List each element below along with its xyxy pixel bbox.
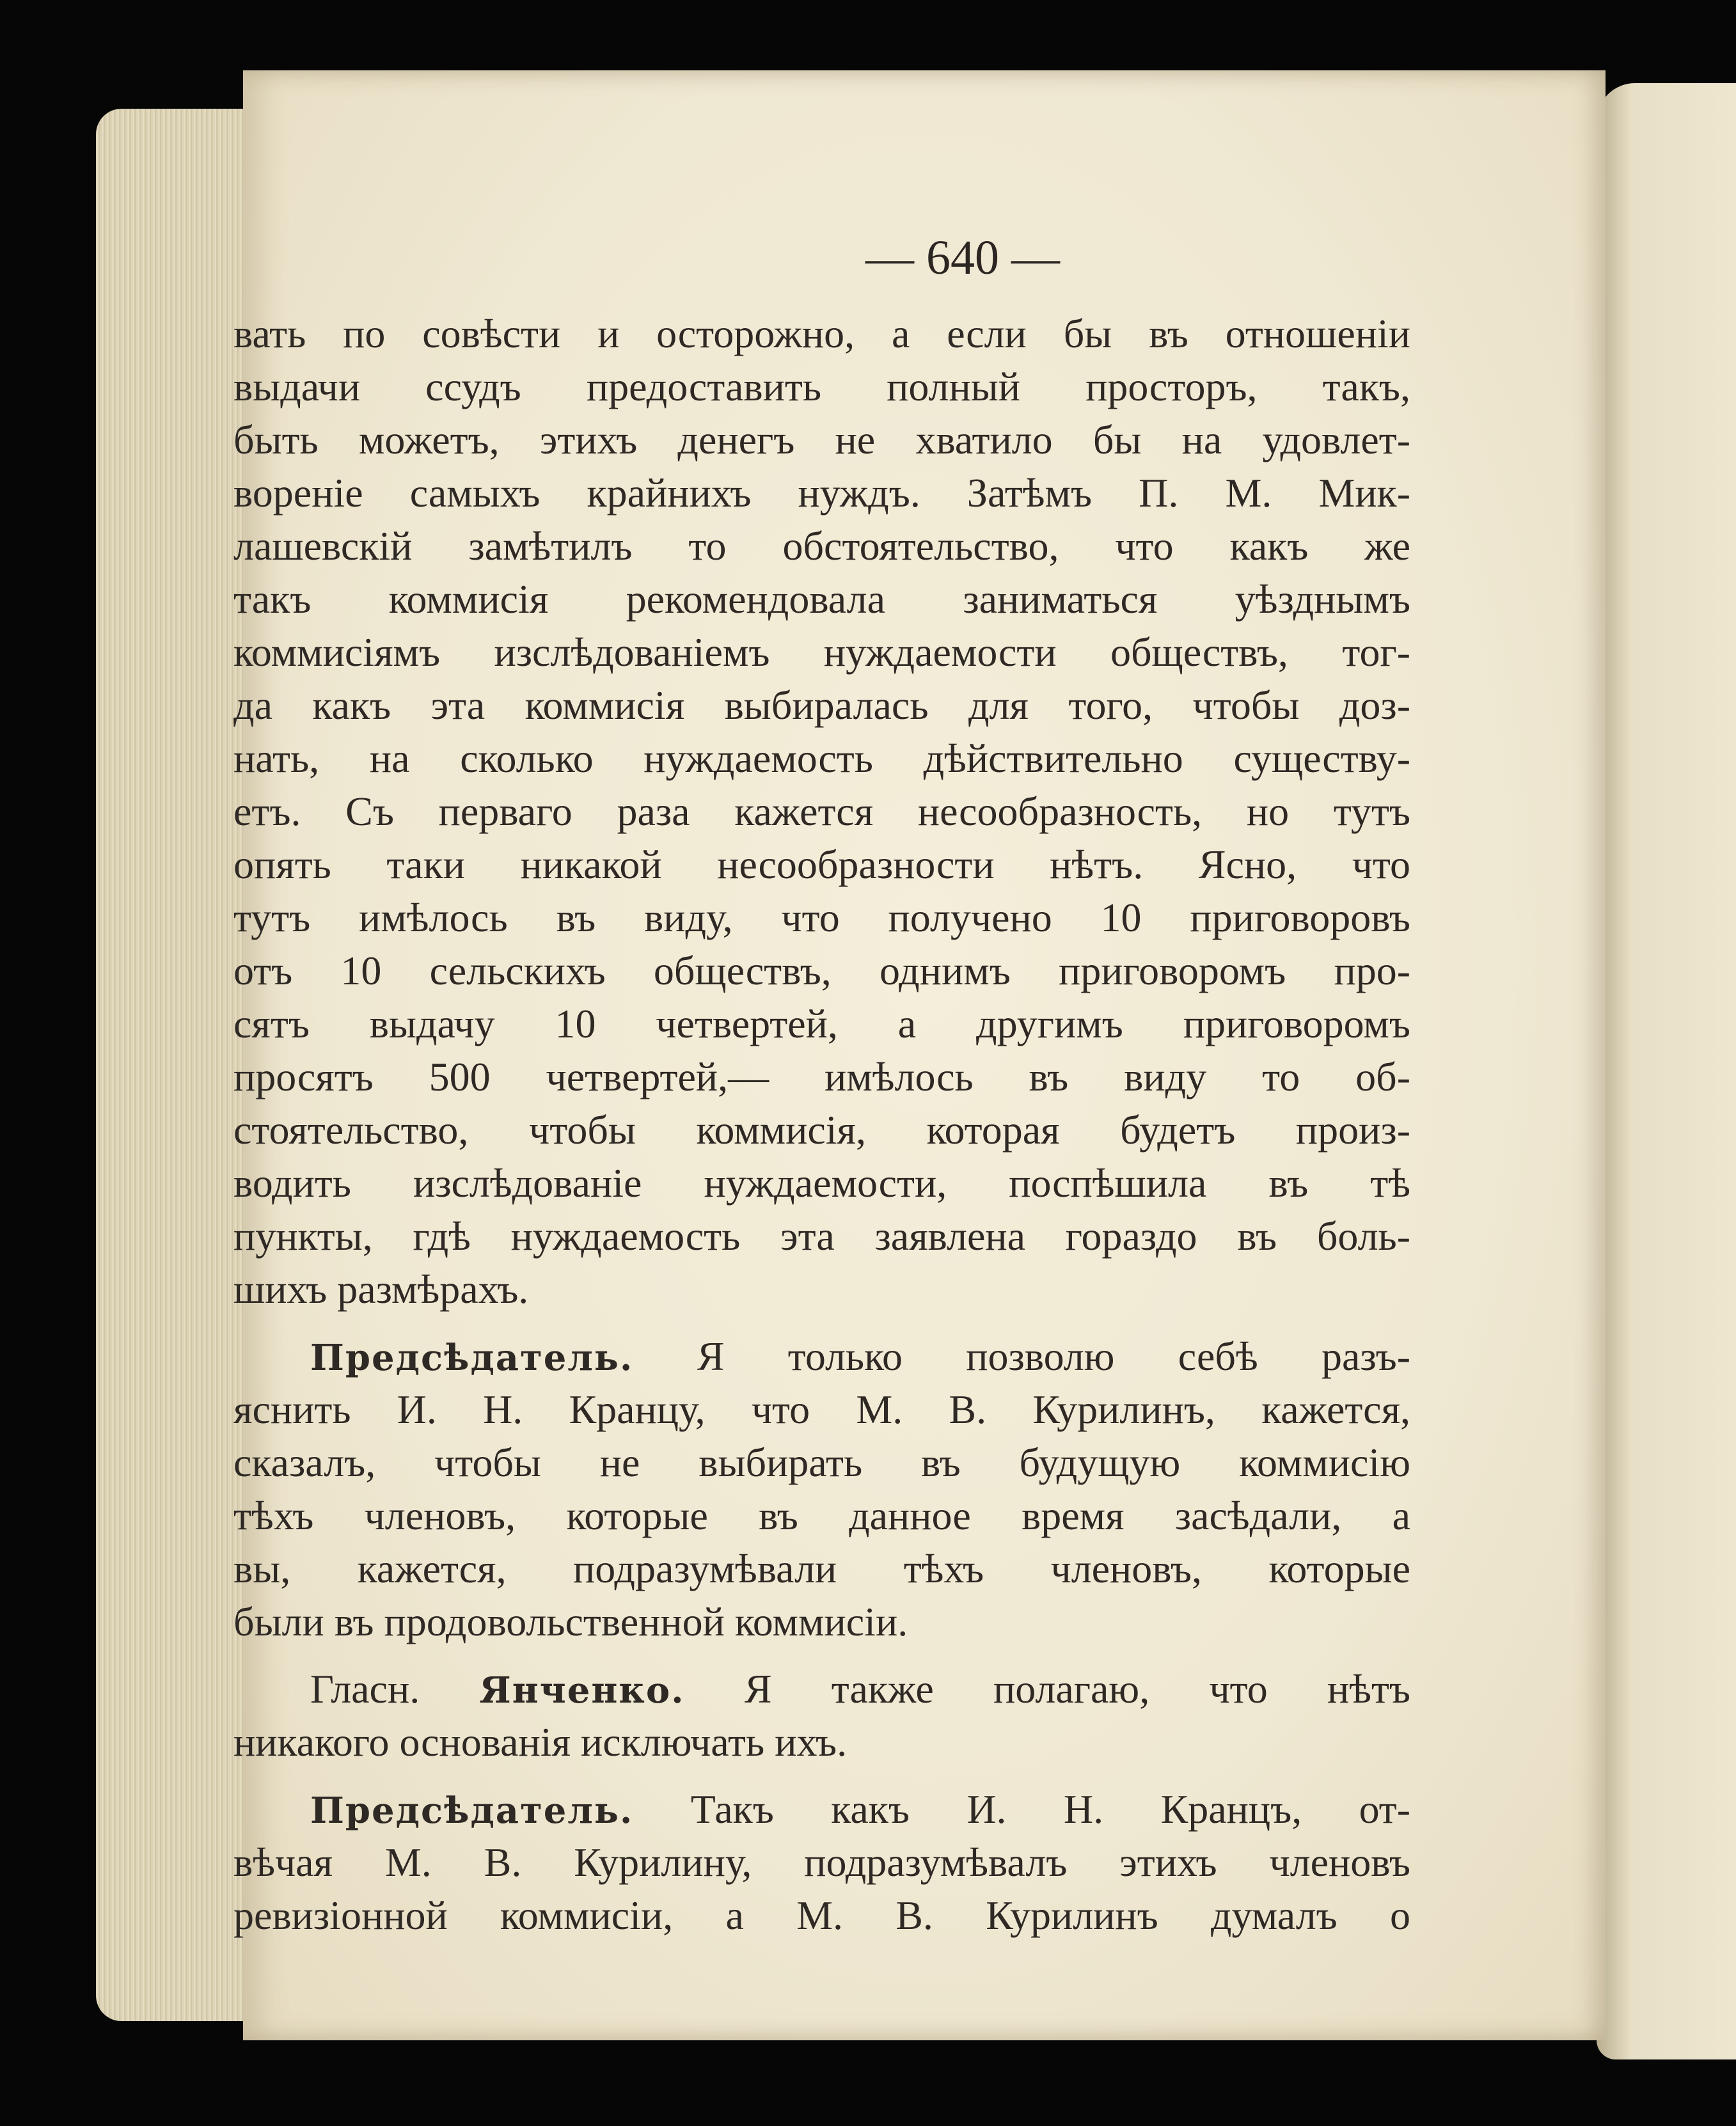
- paragraph-first-line: [233, 1662, 1410, 1715]
- paragraph-chairman-2: [233, 1783, 1410, 1942]
- text-line: стоятельство, чтобы коммисія, которая будетъ произ-: [233, 1107, 1410, 1153]
- speaker-prefix: Гласн.: [310, 1666, 420, 1712]
- facing-page-edge: [1597, 83, 1736, 2059]
- speaker-name: Предсѣдатель.: [310, 1337, 634, 1379]
- text-line: вореніе самыхъ крайнихъ нуждъ. Затѣмъ П. М. Мик-: [233, 470, 1410, 516]
- paragraph-first-line: [233, 1783, 1410, 1836]
- text-line: такъ коммисія рекомендовала заниматься уѣзднымъ: [233, 576, 1410, 622]
- text-line: тутъ имѣлось въ виду, что получено 10 приговоровъ: [233, 895, 1410, 940]
- text-line: вать по совѣсти и осторожно, а если бы въ отношеніи: [233, 311, 1410, 356]
- text-line: вѣчая М. В. Курилину, подразумѣвалъ этихъ членовъ: [233, 1839, 1410, 1885]
- text-line: сказалъ, чтобы не выбирать въ будущую коммисію: [233, 1440, 1410, 1485]
- text-line: просятъ 500 четвертей,— имѣлось въ виду то об-: [233, 1054, 1410, 1099]
- text-line: яснить И. Н. Кранцу, что М. В. Курилинъ, кажется,: [233, 1387, 1410, 1432]
- text-line: опять таки никакой несообразности нѣтъ. Ясно, что: [233, 842, 1410, 887]
- text-line: никакого основанія исключать ихъ.: [233, 1719, 848, 1765]
- text-line: ревизіонной коммисіи, а М. В. Курилинъ думалъ о: [233, 1893, 1410, 1938]
- paragraph-chairman-1: [233, 1330, 1410, 1648]
- text-line: пункты, гдѣ нуждаемость эта заявлена гораздо въ боль-: [233, 1213, 1410, 1259]
- text-line: водить изслѣдованіе нуждаемости, поспѣшила въ тѣ: [233, 1160, 1410, 1206]
- page-edges: [96, 109, 256, 2021]
- text-line: коммисіямъ изслѣдованіемъ нуждаемости обществъ, тог-: [233, 629, 1410, 675]
- text-line: шихъ размѣрахъ.: [233, 1266, 529, 1312]
- speech-text: Такъ какъ И. Н. Кранцъ, от-: [690, 1786, 1411, 1832]
- text-line: отъ 10 сельскихъ обществъ, однимъ приговоромъ про-: [233, 948, 1410, 993]
- page-number: — 640 —: [865, 231, 1060, 285]
- text-line: вы, кажется, подразумѣвали тѣхъ членовъ, которые: [233, 1546, 1410, 1591]
- text-line: нать, на сколько нуждаемость дѣйствительно существу-: [233, 736, 1410, 781]
- text-line: были въ продовольственной коммисіи.: [233, 1599, 908, 1644]
- text-line: тѣхъ членовъ, которые въ данное время засѣдали, а: [233, 1493, 1410, 1538]
- text-line: лашевскій замѣтилъ то обстоятельство, что какъ же: [233, 523, 1410, 569]
- paragraph-first-line: [233, 1330, 1410, 1383]
- text-line: етъ. Съ перваго раза кажется несообразность, но тутъ: [233, 789, 1410, 834]
- speech-text: Я также полагаю, что нѣтъ: [744, 1666, 1411, 1712]
- speaker-name: Предсѣдатель.: [310, 1790, 634, 1832]
- text-line: да какъ эта коммисія выбиралась для того, чтобы доз-: [233, 682, 1410, 728]
- text-line: быть можетъ, этихъ денегъ не хватило бы на удовлет-: [233, 417, 1410, 462]
- speaker-name: Янченко.: [479, 1669, 685, 1712]
- page-text: [233, 307, 1410, 1942]
- text-line: сятъ выдачу 10 четвертей, а другимъ приговоромъ: [233, 1001, 1410, 1046]
- paragraph-yanchenko: [233, 1662, 1410, 1768]
- text-line: выдачи ссудъ предоставить полный просторъ, такъ,: [233, 364, 1410, 409]
- speech-text: Я только позволю себѣ разъ-: [697, 1334, 1411, 1379]
